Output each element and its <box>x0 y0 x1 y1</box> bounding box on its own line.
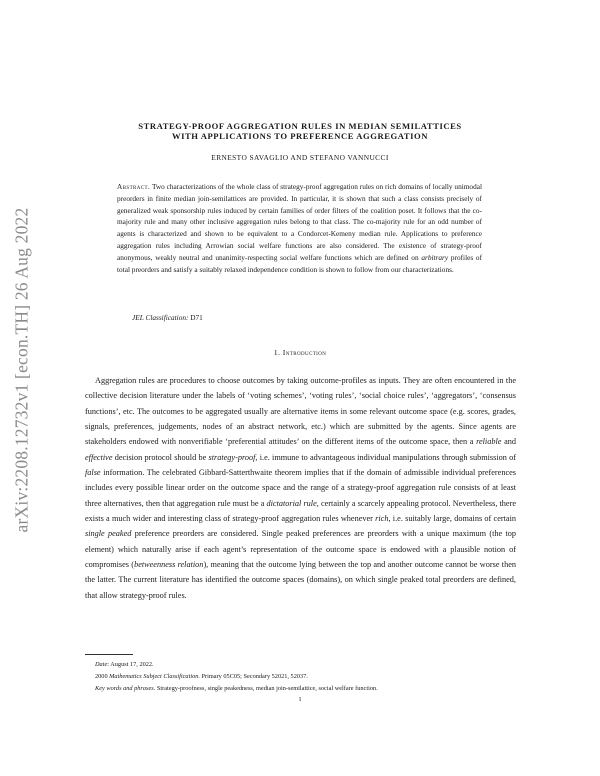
body-text-segment: i.e. immune to advantageous individual manipulations through submission of <box>259 452 517 462</box>
date-label: Date <box>95 661 108 668</box>
intro-paragraph <box>85 373 516 603</box>
abstract-emphasis: arbitrary <box>421 252 449 262</box>
body-text-segment: preference preorders are considered. Single peaked preferences are preorders with a unique maximum (the top element) which naturally arise if each agent’s representation of the outcome space is endowed with a plausible notion of compromises ( <box>85 529 517 570</box>
paper-authors: ERNESTO SAVAGLIO AND STEFANO VANNUCCI <box>211 153 389 162</box>
jel-label: JEL Classification: <box>132 313 189 322</box>
jel-classification <box>132 313 203 322</box>
body-emphasis: betweenness relation <box>134 560 204 570</box>
keywords-value: Strategy-proofness, single peakedness, median join-semilattice, social welfare function. <box>156 685 378 692</box>
keywords-label: Key words and phrases. <box>95 685 156 692</box>
abstract-text-2: profiles of total preorders and satisfy a suitably relaxed independence condition is shown to follow from our characterizations. <box>117 252 483 274</box>
body-text-segment: decision protocol should be <box>114 452 207 462</box>
paper-title-line-1: STRATEGY-PROOF AGGREGATION RULES IN MEDIAN SEMILATTICES <box>138 121 462 131</box>
paper-title-line-2: WITH APPLICATIONS TO PREFERENCE AGGREGATION <box>171 131 429 141</box>
body-text-segment: ), meaning that the outcome lying between the top and another outcome cannot be worse then the latter. The current literature has identified the outcome spaces (domains), on which single peaked total preorders are defined, that allow strategy-proof rules. <box>85 560 516 600</box>
body-text-segment: and <box>504 437 516 447</box>
section-number: 1. <box>273 348 281 357</box>
footnote-msc <box>95 672 516 681</box>
footnote-date <box>95 660 516 669</box>
msc-label: Mathematics Subject Classification. <box>109 673 200 680</box>
abstract <box>117 181 482 275</box>
footnote-keywords <box>95 684 516 693</box>
body-emphasis: effective <box>85 452 113 462</box>
body-text-segment: certainly a scarcely appealing protocol. Nevertheless, there exists a much wider and interesting class of strategy-proof aggregation rules whenever <box>85 498 517 524</box>
body-emphasis: strategy-proof, <box>208 452 258 462</box>
footnote-rule <box>85 654 133 655</box>
abstract-heading: Abstract. <box>117 182 151 191</box>
msc-prefix: 2000 <box>95 673 108 680</box>
date-value: : August 17, 2022. <box>107 661 154 668</box>
msc-value: Primary 05C05; Secondary 52021, 52037. <box>201 673 308 680</box>
arxiv-identifier: arXiv:2208.12732v1 [econ.TH] 26 Aug 2022 <box>11 207 32 533</box>
body-text-segment: i.e. suitably large, domains of certain <box>392 514 516 524</box>
jel-value: D71 <box>190 313 203 322</box>
body-text-segment: Aggregation rules are procedures to choose outcomes by taking outcome-profiles as inputs. They are often encountered in the collective decision literature under the labels of ‘voting schemes’, ‘voting rules’, ‘social choice rules’, ‘aggregators’, ‘consensus functions’, etc. The outcomes to be aggregated usually are alternative items in some relevant outcome space (e.g. scores, grades, signals, preferences, judgements, nodes of an abstract network, etc.) which are submitted by the agents. Since agents are stakeholders endowed with nonverifiable ‘preferential attitudes’ on the different items of the outcome space, then a <box>85 376 516 447</box>
section-body <box>85 373 516 603</box>
section-title: Introduction <box>282 348 327 357</box>
body-emphasis: dictatorial rule, <box>266 498 319 508</box>
body-emphasis: rich, <box>375 514 391 524</box>
body-emphasis: reliable <box>476 437 502 447</box>
section-heading <box>80 348 520 357</box>
body-emphasis: false <box>85 468 101 478</box>
body-emphasis: single peaked <box>85 529 132 539</box>
body-text-segment: information. The celebrated Gibbard-Satterthwaite theorem implies that if the domain of admissible individual preferences includes every possible linear order on the outcome space and the range of a strategy-proof aggregation rule consists of at least three alternatives, then that aggregation rule must be a <box>85 468 516 508</box>
arxiv-sidebar <box>6 170 38 570</box>
abstract-text-1: Two characterizations of the whole class of strategy-proof aggregation rules on rich domains of locally unimodal preorders in finite median join-semilattices are provided. In particular, it is shown that such a class consists precisely of generalized weak sponsorship rules induced by certain families of order filters of the coalition poset. It follows that the co-majority rule and many other inclusive aggregation rules belong to that class. The co-majority rule for an odd number of agents is characterized and shown to be equivalent to a Condorcet-Kemeny median rule. Applications to preference aggregation rules including Arrowian social welfare functions are also considered. The existence of strategy-proof anonymous, weakly neutral and unanimity-respecting social welfare functions which are defined on <box>117 182 482 262</box>
page-number: 1 <box>298 696 302 703</box>
